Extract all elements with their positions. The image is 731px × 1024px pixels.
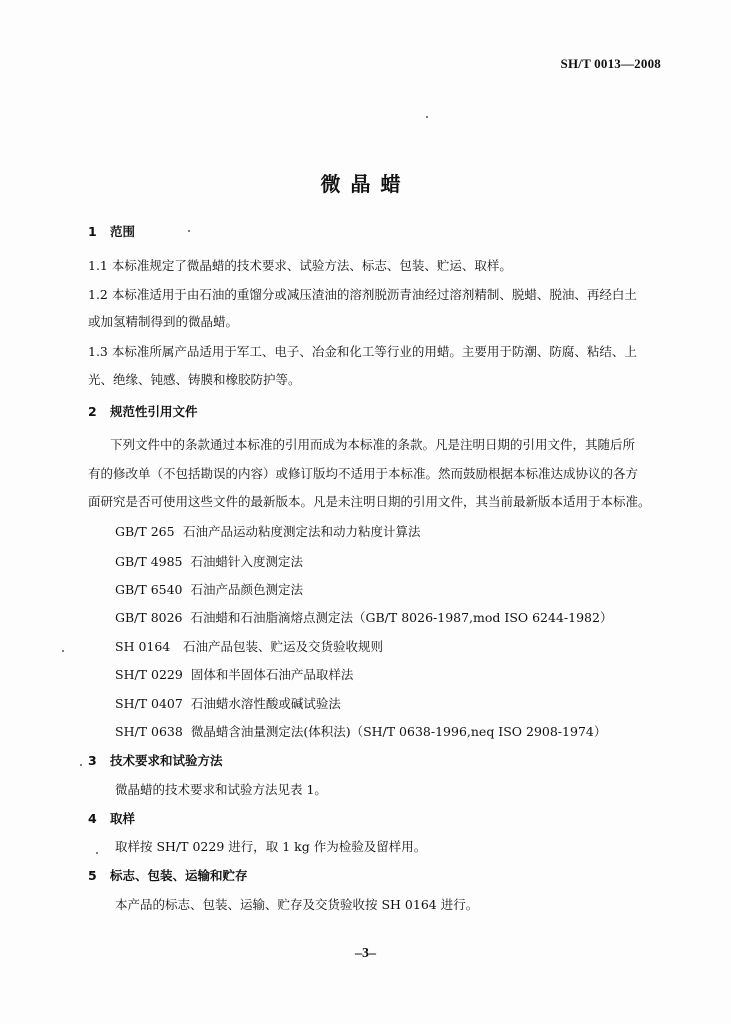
reference-title: 石油产品颜色测定法 <box>190 582 304 597</box>
section-2-intro-line-3: 面研究是否可使用这些文件的最新版本。凡是未注明日期的引用文件，其当前最新版本适用于本标准。 <box>88 494 651 509</box>
section-2-intro-line-2: 有的修改单（不包括勘误的内容）或修订版均不适用于本标准。然而鼓励根据本标准达成协议的各方 <box>88 466 639 481</box>
reference-title: 石油蜡水溶性酸或碱试验法 <box>190 696 341 711</box>
clause-1-1: 1.1 本标准规定了微晶蜡的技术要求、试验方法、标志、包装、贮运、取样。 <box>88 258 512 273</box>
section-4-heading <box>88 811 135 827</box>
reference-item <box>115 610 612 626</box>
scan-speck <box>62 650 64 652</box>
section-5-heading <box>88 868 248 884</box>
section-title: 规范性引用文件 <box>110 404 198 419</box>
reference-code: SH/T 0407 <box>115 696 183 711</box>
page-number: –3– <box>355 946 376 961</box>
reference-item <box>115 554 303 570</box>
section-3-heading <box>88 753 223 769</box>
reference-code: SH 0164 <box>115 639 171 654</box>
section-number: 4 <box>88 811 97 826</box>
section-title: 技术要求和试验方法 <box>110 753 223 768</box>
section-title: 范围 <box>110 224 136 239</box>
section-title: 标志、包装、运输和贮存 <box>110 868 248 883</box>
reference-title: 石油产品包装、贮运及交货验收规则 <box>183 639 384 654</box>
reference-title: 微晶蜡含油量测定法(体积法)（SH/T 0638-1996,neq ISO 2908-1974） <box>190 724 607 739</box>
scan-speck <box>188 230 190 232</box>
reference-code: GB/T 265 <box>115 524 175 539</box>
section-number: 1 <box>88 224 97 239</box>
reference-item <box>115 667 353 683</box>
reference-code: GB/T 6540 <box>115 582 183 597</box>
reference-item <box>115 724 606 740</box>
clause-1-3-line-1: 1.3 本标准所属产品适用于军工、电子、冶金和化工等行业的用蜡。主要用于防潮、防腐、粘结、上 <box>88 344 637 359</box>
section-5-body: 本产品的标志、包装、运输、贮存及交货验收按 SH 0164 进行。 <box>115 897 479 912</box>
clause-1-2-line-2: 或加氢精制得到的微晶蜡。 <box>88 314 239 329</box>
standard-code: SH/T 0013—2008 <box>560 56 661 71</box>
section-3-body: 微晶蜡的技术要求和试验方法见表 1。 <box>115 782 327 797</box>
reference-item <box>115 639 383 655</box>
reference-code: SH/T 0229 <box>115 667 183 682</box>
reference-code: SH/T 0638 <box>115 724 183 739</box>
reference-title: 石油蜡和石油脂滴熔点测定法（GB/T 8026-1987,mod ISO 6244-1982） <box>190 610 613 625</box>
section-1-heading <box>88 224 135 240</box>
reference-title: 固体和半固体石油产品取样法 <box>190 667 354 682</box>
section-4-body: 取样按 SH/T 0229 进行，取 1 kg 作为检验及留样用。 <box>115 839 427 854</box>
reference-title: 石油产品运动粘度测定法和动力粘度计算法 <box>183 524 421 539</box>
section-number: 3 <box>88 753 97 768</box>
section-title: 取样 <box>110 811 136 826</box>
clause-1-2-line-1: 1.2 本标准适用于由石油的重馏分或减压渣油的溶剂脱沥青油经过溶剂精制、脱蜡、脱油、再经白土 <box>88 287 637 302</box>
document-title: 微晶蜡 <box>320 172 411 196</box>
reference-item <box>115 696 341 712</box>
reference-item <box>115 524 421 540</box>
section-number: 2 <box>88 404 97 419</box>
scan-speck <box>80 764 82 766</box>
reference-item <box>115 582 303 598</box>
clause-1-3-line-2: 光、绝缘、钝感、铸膜和橡胶防护等。 <box>88 372 301 387</box>
section-number: 5 <box>88 868 97 883</box>
reference-title: 石油蜡针入度测定法 <box>190 554 304 569</box>
scan-speck <box>96 852 98 854</box>
scan-speck <box>426 116 428 118</box>
section-2-heading <box>88 404 198 420</box>
reference-code: GB/T 8026 <box>115 610 183 625</box>
section-2-intro-line-1: 下列文件中的条款通过本标准的引用而成为本标准的条款。凡是注明日期的引用文件，其随后所 <box>110 437 636 452</box>
reference-code: GB/T 4985 <box>115 554 183 569</box>
